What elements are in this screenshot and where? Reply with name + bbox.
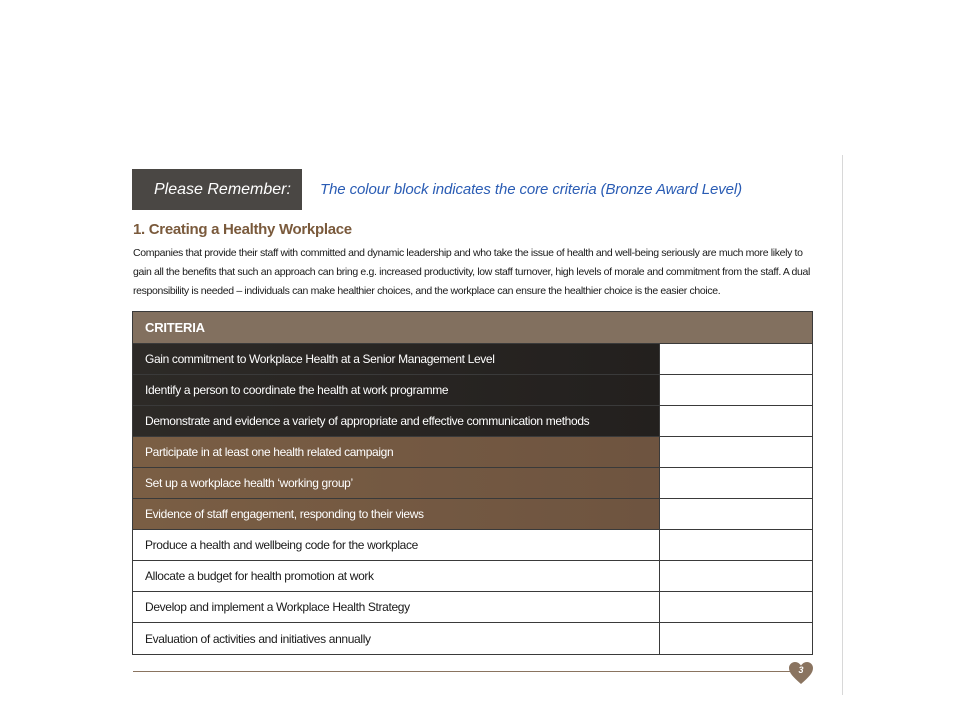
- page-number: 3: [798, 665, 804, 675]
- criteria-label: Demonstrate and evidence a variety of appropriate and effective communication methods: [133, 406, 660, 436]
- table-row: [133, 344, 812, 375]
- table-row: [133, 468, 812, 499]
- criteria-label: Allocate a budget for health promotion at work: [133, 561, 660, 591]
- criteria-label: Develop and implement a Workplace Health Strategy: [133, 592, 660, 622]
- criteria-check-cell[interactable]: [660, 344, 812, 374]
- table-row: [133, 406, 812, 437]
- criteria-check-cell[interactable]: [660, 468, 812, 498]
- please-remember-text: The colour block indicates the core criteria (Bronze Award Level): [320, 181, 743, 198]
- criteria-check-cell[interactable]: [660, 375, 812, 405]
- criteria-check-cell[interactable]: [660, 592, 812, 622]
- please-remember-label: Please Remember:: [132, 169, 302, 210]
- criteria-table: [132, 311, 813, 655]
- criteria-check-cell[interactable]: [660, 623, 812, 654]
- table-row: [133, 499, 812, 530]
- criteria-label: Gain commitment to Workplace Health at a Senior Management Level: [133, 344, 660, 374]
- section-intro: Companies that provide their staff with committed and dynamic leadership and who take the issue of health and well-being seriously are much more likely to gain all the benefits that such an approach can bring e.g. increased productivity, low staff turnover, high levels of morale and commitment from the staff. A dual responsibility is needed – individuals can make healthier choices, and the workplace can ensure the healthier choice is the easier choice.: [133, 247, 810, 297]
- criteria-label: Participate in at least one health related campaign: [133, 437, 660, 467]
- criteria-label: Evidence of staff engagement, responding to their views: [133, 499, 660, 529]
- please-remember-bar: [132, 169, 812, 210]
- table-row: [133, 375, 812, 406]
- section-title: 1. Creating a Healthy Workplace: [133, 221, 352, 238]
- table-row: [133, 561, 812, 592]
- table-row: [133, 530, 812, 561]
- table-row: [133, 592, 812, 623]
- table-row: [133, 623, 812, 654]
- footer-divider: [133, 671, 793, 672]
- criteria-label: Set up a workplace health ‘working group’: [133, 468, 660, 498]
- criteria-check-cell[interactable]: [660, 561, 812, 591]
- criteria-check-cell[interactable]: [660, 406, 812, 436]
- criteria-label: Produce a health and wellbeing code for the workplace: [133, 530, 660, 560]
- criteria-label: Identify a person to coordinate the health at work programme: [133, 375, 660, 405]
- criteria-check-cell[interactable]: [660, 499, 812, 529]
- criteria-check-cell[interactable]: [660, 437, 812, 467]
- page-edge-divider: [842, 155, 843, 695]
- criteria-header: CRITERIA: [133, 312, 812, 344]
- criteria-label: Evaluation of activities and initiatives annually: [133, 623, 660, 654]
- table-row: [133, 437, 812, 468]
- criteria-check-cell[interactable]: [660, 530, 812, 560]
